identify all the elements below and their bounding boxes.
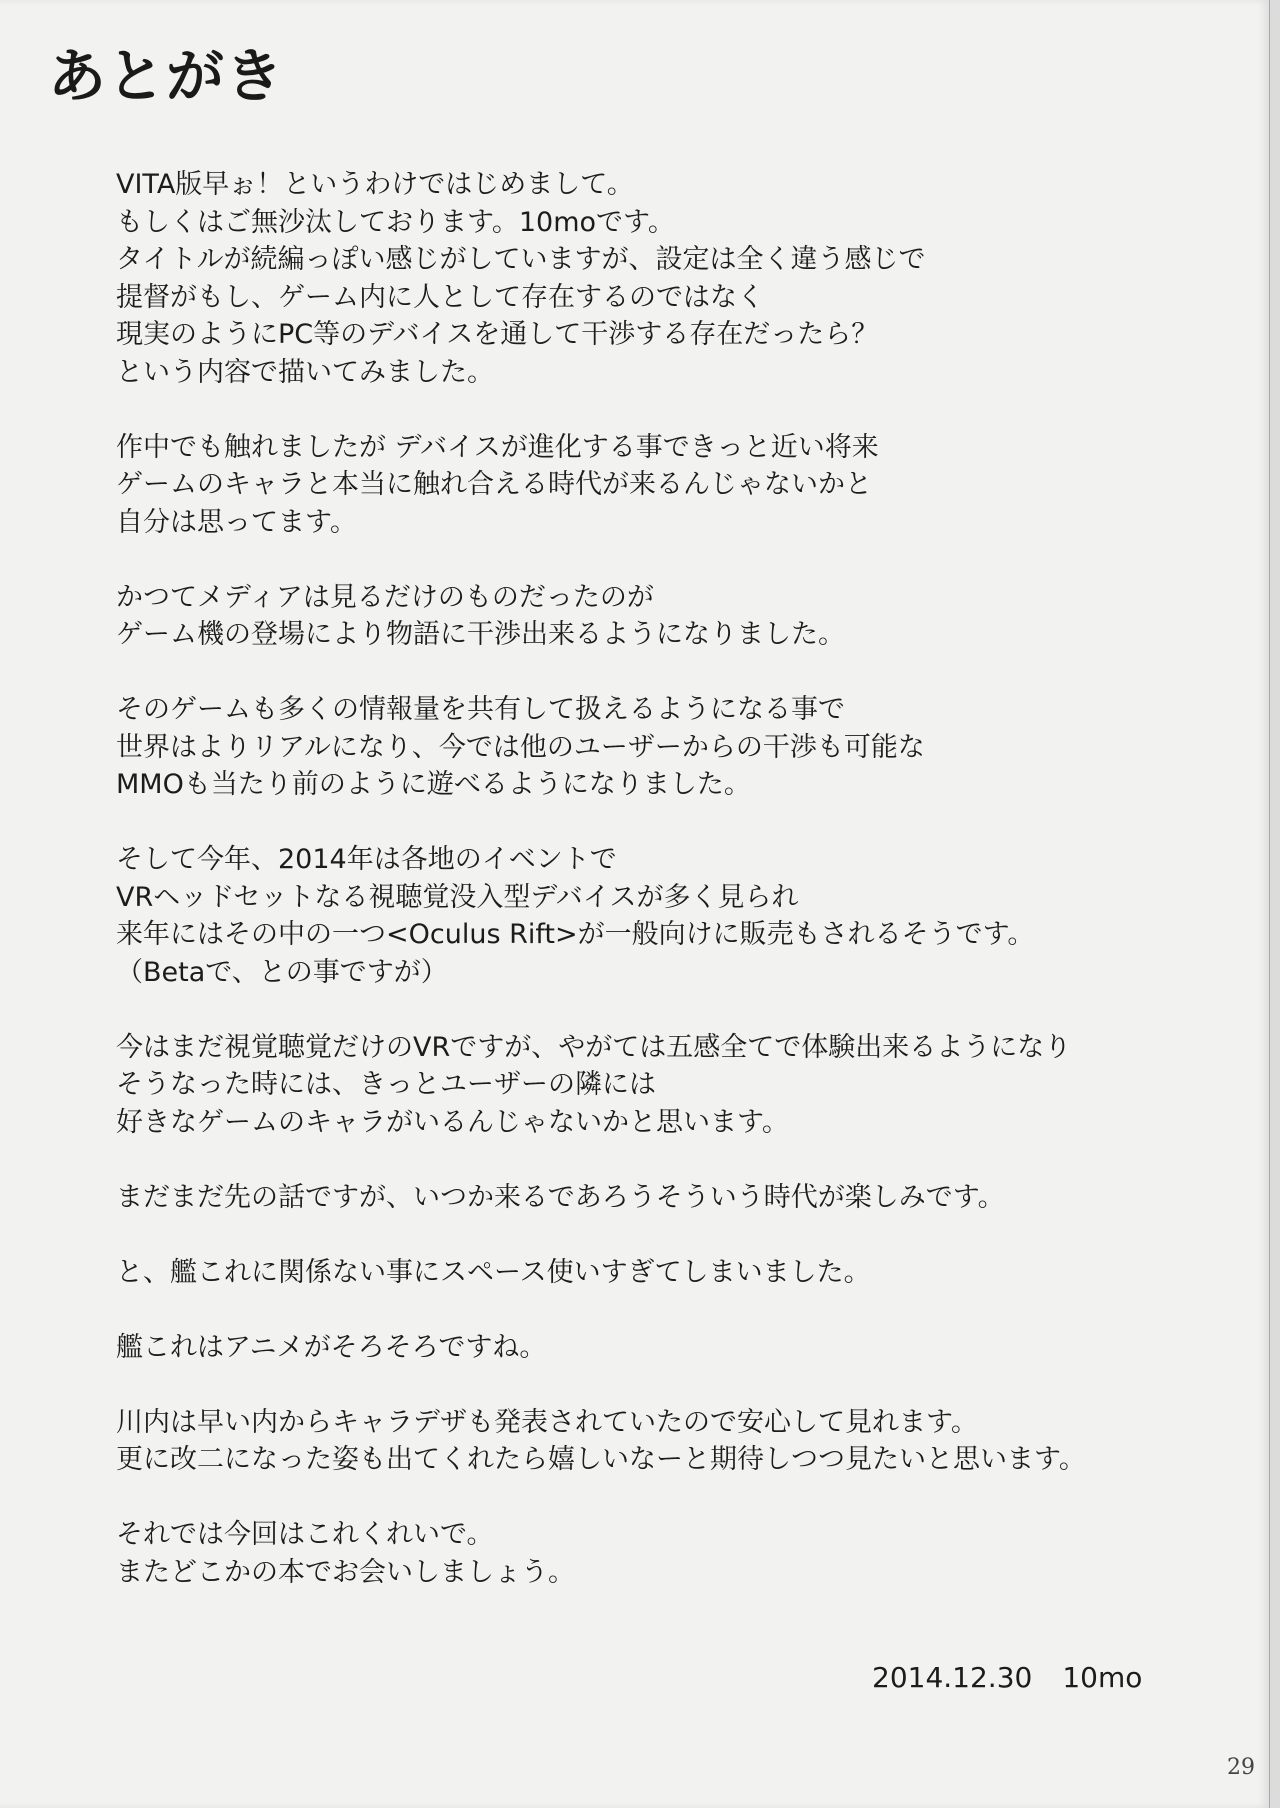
paragraph-1 xyxy=(116,166,1196,391)
text-line: VRヘッドセットなる視聴覚没入型デバイスが多く見られ xyxy=(116,881,799,913)
signature-date: 2014.12.30 xyxy=(872,1661,1033,1694)
text-line: MMOも当たり前のように遊べるようになりました。 xyxy=(116,769,751,800)
text-line: （Betaで、との事ですが） xyxy=(116,956,448,988)
text-line: 世界はよりリアルになり、今では他のユーザーからの干渉も可能な xyxy=(116,731,925,763)
text-line: 提督がもし、ゲーム内に人として存在するのではなく xyxy=(116,281,764,313)
text-line: またどこかの本でお会いしましょう。 xyxy=(116,1556,575,1588)
text-line: タイトルが続編っぽい感じがしていますが、設定は全く違う感じで xyxy=(116,244,926,275)
text-line: そうなった時には、きっとユーザーの隣には xyxy=(116,1069,656,1100)
text-line: もしくはご無沙汰しております。10moです。 xyxy=(116,206,675,238)
text-line: VITA版早ぉ！というわけではじめまして。 xyxy=(116,169,634,200)
text-line: そして今年、2014年は各地のイベントで xyxy=(116,844,617,875)
text-line: と、艦これに関係ない事にスペース使いすぎてしまいました。 xyxy=(116,1256,871,1288)
text-line: 自分は思ってます。 xyxy=(116,506,357,538)
paragraph-10 xyxy=(116,1404,1196,1479)
text-line: 更に改二になった姿も出てくれたら嬉しいなーと期待しつつ見たいと思います。 xyxy=(116,1444,1086,1475)
text-line: 来年にはその中の一つ<Oculus Rift>が一般向けに販売もされるそうです。 xyxy=(116,919,1035,950)
text-line: それでは今回はこれくれいで。 xyxy=(116,1519,494,1550)
page-edge xyxy=(1269,0,1280,1808)
text-line: 好きなゲームのキャラがいるんじゃないかと思います。 xyxy=(116,1106,789,1138)
text-line: そのゲームも多くの情報量を共有して扱えるようになる事で xyxy=(116,694,845,725)
paragraph-5 xyxy=(116,841,1196,991)
text-line: 川内は早い内からキャラデザも発表されていたので安心して見れます。 xyxy=(116,1406,978,1438)
afterword-body xyxy=(116,166,1196,1629)
text-line: 現実のようにPC等のデバイスを通して干渉する存在だったら？ xyxy=(116,319,879,350)
text-line: 艦これはアニメがそろそろですね。 xyxy=(116,1331,547,1363)
paragraph-11 xyxy=(116,1516,1196,1591)
text-line: という内容で描いてみました。 xyxy=(116,356,494,388)
paragraph-7 xyxy=(116,1179,1196,1217)
text-line: まだまだ先の話ですが、いつか来るであろうそういう時代が楽しみです。 xyxy=(116,1181,1005,1213)
page-number: 29 xyxy=(1227,1755,1255,1780)
paragraph-4 xyxy=(116,691,1196,804)
paragraph-8 xyxy=(116,1254,1196,1292)
paragraph-6 xyxy=(116,1029,1196,1142)
paragraph-2 xyxy=(116,429,1196,542)
text-line: かつてメディアは見るだけのものだったのが xyxy=(116,581,654,613)
text-line: ゲームのキャラと本当に触れ合える時代が来るんじゃないかと xyxy=(116,469,872,500)
paragraph-3 xyxy=(116,579,1196,654)
text-line: 作中でも触れましたが デバイスが進化する事できっと近い将来 xyxy=(116,431,879,463)
text-line: ゲーム機の登場により物語に干渉出来るようになりました。 xyxy=(116,619,845,650)
signature-author: 10mo xyxy=(1062,1661,1143,1694)
signature xyxy=(872,1658,1142,1698)
paragraph-9 xyxy=(116,1329,1196,1367)
text-line: 今はまだ視覚聴覚だけのVRですが、やがては五感全てで体験出来るようになり xyxy=(116,1031,1072,1063)
page-title: あとがき xyxy=(48,42,285,110)
